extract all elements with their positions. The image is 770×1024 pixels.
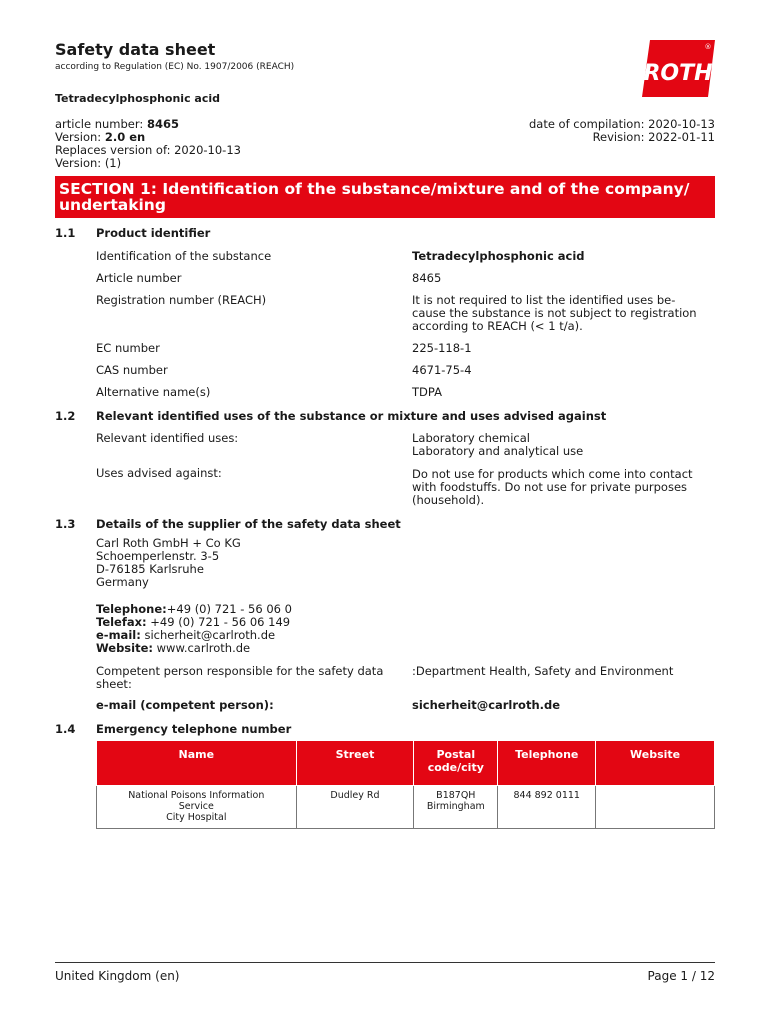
column-header-postal: Postal code/city	[414, 741, 498, 786]
logo-registered-mark: ®	[704, 43, 712, 51]
subsection-heading: Details of the supplier of the safety data sheet	[96, 517, 401, 531]
field-value: Do not use for products which come into contact with foodstuffs. Do not use for private purposes (household).	[412, 467, 693, 507]
document-meta-left	[55, 118, 241, 170]
substance-name: Tetradecylphosphonic acid	[55, 92, 221, 105]
subsection-number: 1.2	[55, 409, 76, 423]
field-label: Alternative name(s)	[96, 385, 211, 399]
cell-postal: B187QH Birmingham	[414, 786, 498, 829]
table-header-row	[97, 741, 715, 786]
field-value: Tetradecylphosphonic acid	[412, 249, 585, 263]
telefax-label: Telefax:	[96, 615, 147, 629]
cell-telephone: 844 892 0111	[498, 786, 596, 829]
document-title: Safety data sheet	[55, 40, 216, 59]
version: 2.0 en	[104, 130, 146, 144]
column-header-street: Street	[296, 741, 414, 786]
cell-website	[596, 786, 715, 829]
roth-logo	[642, 40, 715, 97]
document-meta-right	[529, 118, 715, 144]
field-label: EC number	[96, 341, 160, 355]
telefax-value: +49 (0) 721 - 56 06 149	[146, 615, 291, 629]
field-value: TDPA	[412, 385, 442, 399]
email-label: e-mail:	[96, 628, 141, 642]
previous-version: Version: (1)	[55, 156, 122, 170]
field-label: Relevant identified uses:	[96, 431, 239, 445]
field-value: 4671-75-4	[412, 363, 472, 377]
column-header-telephone: Telephone	[498, 741, 596, 786]
revision-date: Revision: 2022-01-11	[592, 130, 715, 144]
field-label: Registration number (REACH)	[96, 293, 267, 307]
cell-name: National Poisons Information Service City Hospital	[97, 786, 297, 829]
section-1-heading: SECTION 1: Identification of the substance/mixture and of the company/ undertaking	[55, 176, 715, 218]
field-value: 225-118-1	[412, 341, 472, 355]
version-label: Version:	[55, 130, 105, 144]
footer-country: United Kingdom (en)	[55, 969, 180, 983]
column-header-name: Name	[97, 741, 297, 786]
field-value: 8465	[412, 271, 442, 285]
telephone-label: Telephone:	[96, 602, 167, 616]
emergency-contacts-table	[96, 740, 715, 829]
email-value[interactable]: sicherheit@carlroth.de	[140, 628, 276, 642]
field-label: CAS number	[96, 363, 168, 377]
telephone-value: +49 (0) 721 - 56 06 0	[166, 602, 292, 616]
article-number: 8465	[146, 117, 179, 131]
subsection-heading: Emergency telephone number	[96, 722, 292, 736]
field-value: Laboratory chemical Laboratory and analytical use	[412, 431, 584, 458]
logo-text: ROTH	[643, 61, 713, 86]
website-label: Website:	[96, 641, 153, 655]
table-row	[97, 786, 715, 829]
replaces-version: Replaces version of: 2020-10-13	[55, 143, 241, 157]
competent-email-label: e-mail (competent person):	[96, 698, 274, 712]
article-number-label: article number:	[55, 117, 147, 131]
supplier-address: Carl Roth GmbH + Co KG Schoemperlenstr. 3-5 D-76185 Karlsruhe Germany	[96, 536, 241, 589]
competent-email-value[interactable]: sicherheit@carlroth.de	[412, 698, 561, 712]
regulation-subtitle: according to Regulation (EC) No. 1907/2006 (REACH)	[55, 62, 295, 72]
subsection-number: 1.3	[55, 517, 76, 531]
competent-person-value: :Department Health, Safety and Environment	[412, 664, 674, 678]
cell-street: Dudley Rd	[296, 786, 414, 829]
field-value: It is not required to list the identified uses be- cause the substance is not subject to registration according to REACH (< 1 t/a).	[412, 293, 697, 333]
subsection-heading: Relevant identified uses of the substance or mixture and uses advised against	[96, 409, 607, 423]
subsection-number: 1.4	[55, 722, 76, 736]
subsection-number: 1.1	[55, 226, 76, 240]
field-label: Identification of the substance	[96, 249, 272, 263]
field-label: Uses advised against:	[96, 466, 222, 480]
supplier-contacts	[96, 603, 292, 655]
field-label: Article number	[96, 271, 182, 285]
column-header-website: Website	[596, 741, 715, 786]
page-number: Page 1 / 12	[647, 969, 715, 983]
compilation-date: date of compilation: 2020-10-13	[528, 117, 715, 131]
footer-divider	[55, 962, 715, 963]
subsection-heading: Product identifier	[96, 226, 211, 240]
website-link[interactable]: www.carlroth.de	[153, 641, 251, 655]
competent-person-label: Competent person responsible for the safety data sheet:	[96, 664, 384, 691]
